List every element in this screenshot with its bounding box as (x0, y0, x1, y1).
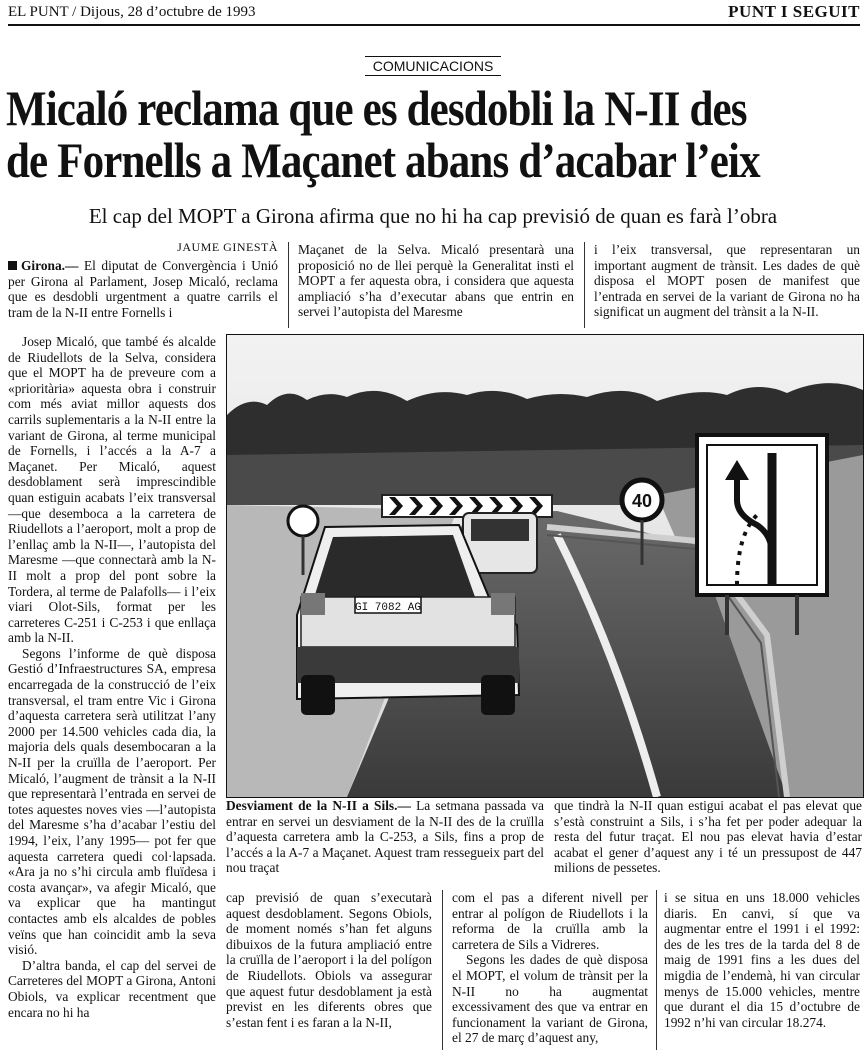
headline (6, 80, 760, 188)
caption-text-2: que tindrà la N-II quan estigui acabat el pas elevat que s’està construint a Sils, i s’ha fet per poder adequar la resta del futur traçat. El nou pas elevat havia d’estar acabat el gener d’aquest any i té un pressupost de 447 milions de pessetes. (554, 798, 862, 876)
intro-text-1: El diputat de Convergència i Unió per Girona al Parlament, Josep Micaló, reclama que es desdobli urgentment a quatre carrils el tram de la N-II entre Fornells i (8, 258, 278, 320)
intro-column-3 (594, 242, 860, 320)
intro-column-1 (8, 258, 278, 320)
column-divider (442, 890, 443, 1050)
photo-caption-1 (226, 798, 544, 876)
license-plate: GI 7082 AG (354, 602, 422, 614)
bottom-text-2a: com el pas a diferent nivell per entrar al polígon de Riudellots i la reforma de la cruïlla amb la carretera de Sils a Vidreres. (452, 890, 648, 952)
dateline: Girona.— (21, 258, 79, 273)
left-body-column (8, 334, 216, 1020)
column-divider (656, 890, 657, 1050)
intro-column-2 (298, 242, 574, 320)
photo-caption-2 (554, 798, 862, 876)
body-paragraph-1: Josep Micaló, que també és alcalde de Riudellots de la Selva, considera que el MOPT ha de preveure com a «prioritària» aquesta obra i construir com més aviat millor aquests dos carrils suplementaris a la N-II entre la variant de Girona, al terme municipal de Fornells, i l’accés a la A-7 a Maçanet. Per Micaló, aquest desdoblament serà imprescindible quan estiguin acabats l’eix transversal —que desemboca a la carretera de Riudellots a l’aeroport, molt a prop de l’enllaç amb la N-II—, l’autopista del Maresme —que connectarà amb la N-II molt a prop del pont sobre la Tordera, al terme de Palafolls— i l’eix viari Olot-Sils, format per les carreteres C-251 i C-253 i que enllaça amb la N-II. (8, 334, 216, 646)
intro-text-2: Maçanet de la Selva. Micaló presentarà una proposició no de llei perquè la Generalitat insti el MOPT a fer aquesta obra, i considera que aquesta ampliació s’ha d’executar abans que entrin en servei l’autopista del Maresme (298, 242, 574, 320)
section-label (0, 56, 866, 76)
bottom-text-3: i se situa en uns 18.000 vehicles diaris. En canvi, sí que va augmentar entre el 1991 i el 1992: des de les tres de la tarda del 8 de maig de 1991 fins a les dues del migdia de l’endemà, hi van circular menys de 15.000 vehicles, mentre que durant el dia 15 d’octubre de 1992 n’hi van circular 18.274. (664, 890, 860, 1030)
bottom-column-3 (664, 890, 860, 1030)
bottom-column-2 (452, 890, 648, 1046)
bottom-text-2b: Segons les dades de què disposa el MOPT, el volum de trànsit per la N-II no ha augmentat excessivament des que va entrar en funcionament la variant de Girona, el 27 de març d’aquest any, (452, 952, 648, 1046)
caption-text-1: La setmana passada va entrar en servei un desviament de la N-II des de la cruïlla d’aquesta carretera amb la C-253, a Sils, fins a prop de l’accés a la A-7 a Maçanet. Aquest tram ressegueix part del nou traçat (226, 798, 544, 876)
body-paragraph-2: Segons l’informe de què disposa Gestió d’Infraestructures SA, empresa encarregada de la construcció de l’eix transversal, el tram entre Vic i Girona d’aquesta carretera serà utilitzat l’any 2000 per 14.500 vehicles cada dia, la majoria dels quals desembocaran a la N-II per la cruïlla de l’aeroport. Per Micaló, l’augment de trànsit a la N-II que representarà l’entrada en servei de totes aquestes noves vies —l’autopista del Maresme s’ha d’acabar l’estiu del 1994, l’eix, l’any 1995— pot fer que aquesta carretera quedi col·lapsada. «Ara ja no s’hi circula amb fluïdesa i costa avançar», va afegir Micaló, que va explicar que ha mantingut contactes amb els alcaldes de pobles veïns que han coincidit amb la seva visió. (8, 645, 216, 958)
headline-line-1: Micaló reclama que es desdobli la N-II des (6, 80, 747, 136)
masthead (8, 2, 860, 26)
speed-limit-sign: 40 (631, 491, 653, 511)
column-divider (288, 242, 289, 328)
masthead-date: EL PUNT / Dijous, 28 d’octubre de 1993 (8, 4, 256, 20)
bottom-text-1: cap previsió de quan s’executarà aquest desdoblament. Segons Obiols, de moment només s’han fet alguns dibuixos de la futura ampliació entre la cruïlla de l’aeroport i la del polígon de Riudellots. Obiols va assegurar que aquest futur desdoblament ja està previst en les diferents obres que s’estan fent i es faran a la N-II, (226, 890, 432, 1030)
subtitle: El cap del MOPT a Girona afirma que no hi ha cap previsió de quan es farà l’obra (88, 204, 778, 228)
square-bullet-icon (8, 261, 17, 270)
masthead-section-title: PUNT I SEGUIT (728, 2, 860, 21)
bottom-column-1 (226, 890, 432, 1030)
column-divider (584, 242, 585, 328)
news-photo (226, 334, 864, 798)
section-label-text: COMUNICACIONS (365, 56, 502, 76)
intro-text-3: i l’eix transversal, que representaran un important augment de trànsit. Les dades de què disposa el MOPT posen de manifest que l’entrada en servei de la variant de Girona no ha significat un augment del trànsit a la N-II. (594, 242, 860, 320)
road-photo-illustration (227, 335, 863, 797)
body-paragraph-3: D’altra banda, el cap del servei de Carreteres del MOPT a Girona, Antoni Obiols, va explicar recentment que encara no hi ha (8, 957, 217, 1020)
caption-title: Desviament de la N-II a Sils.— (226, 798, 411, 813)
headline-line-2: de Fornells a Maçanet abans d’acabar l’eix (6, 132, 760, 188)
author-byline: JAUME GINESTÀ (177, 240, 278, 254)
